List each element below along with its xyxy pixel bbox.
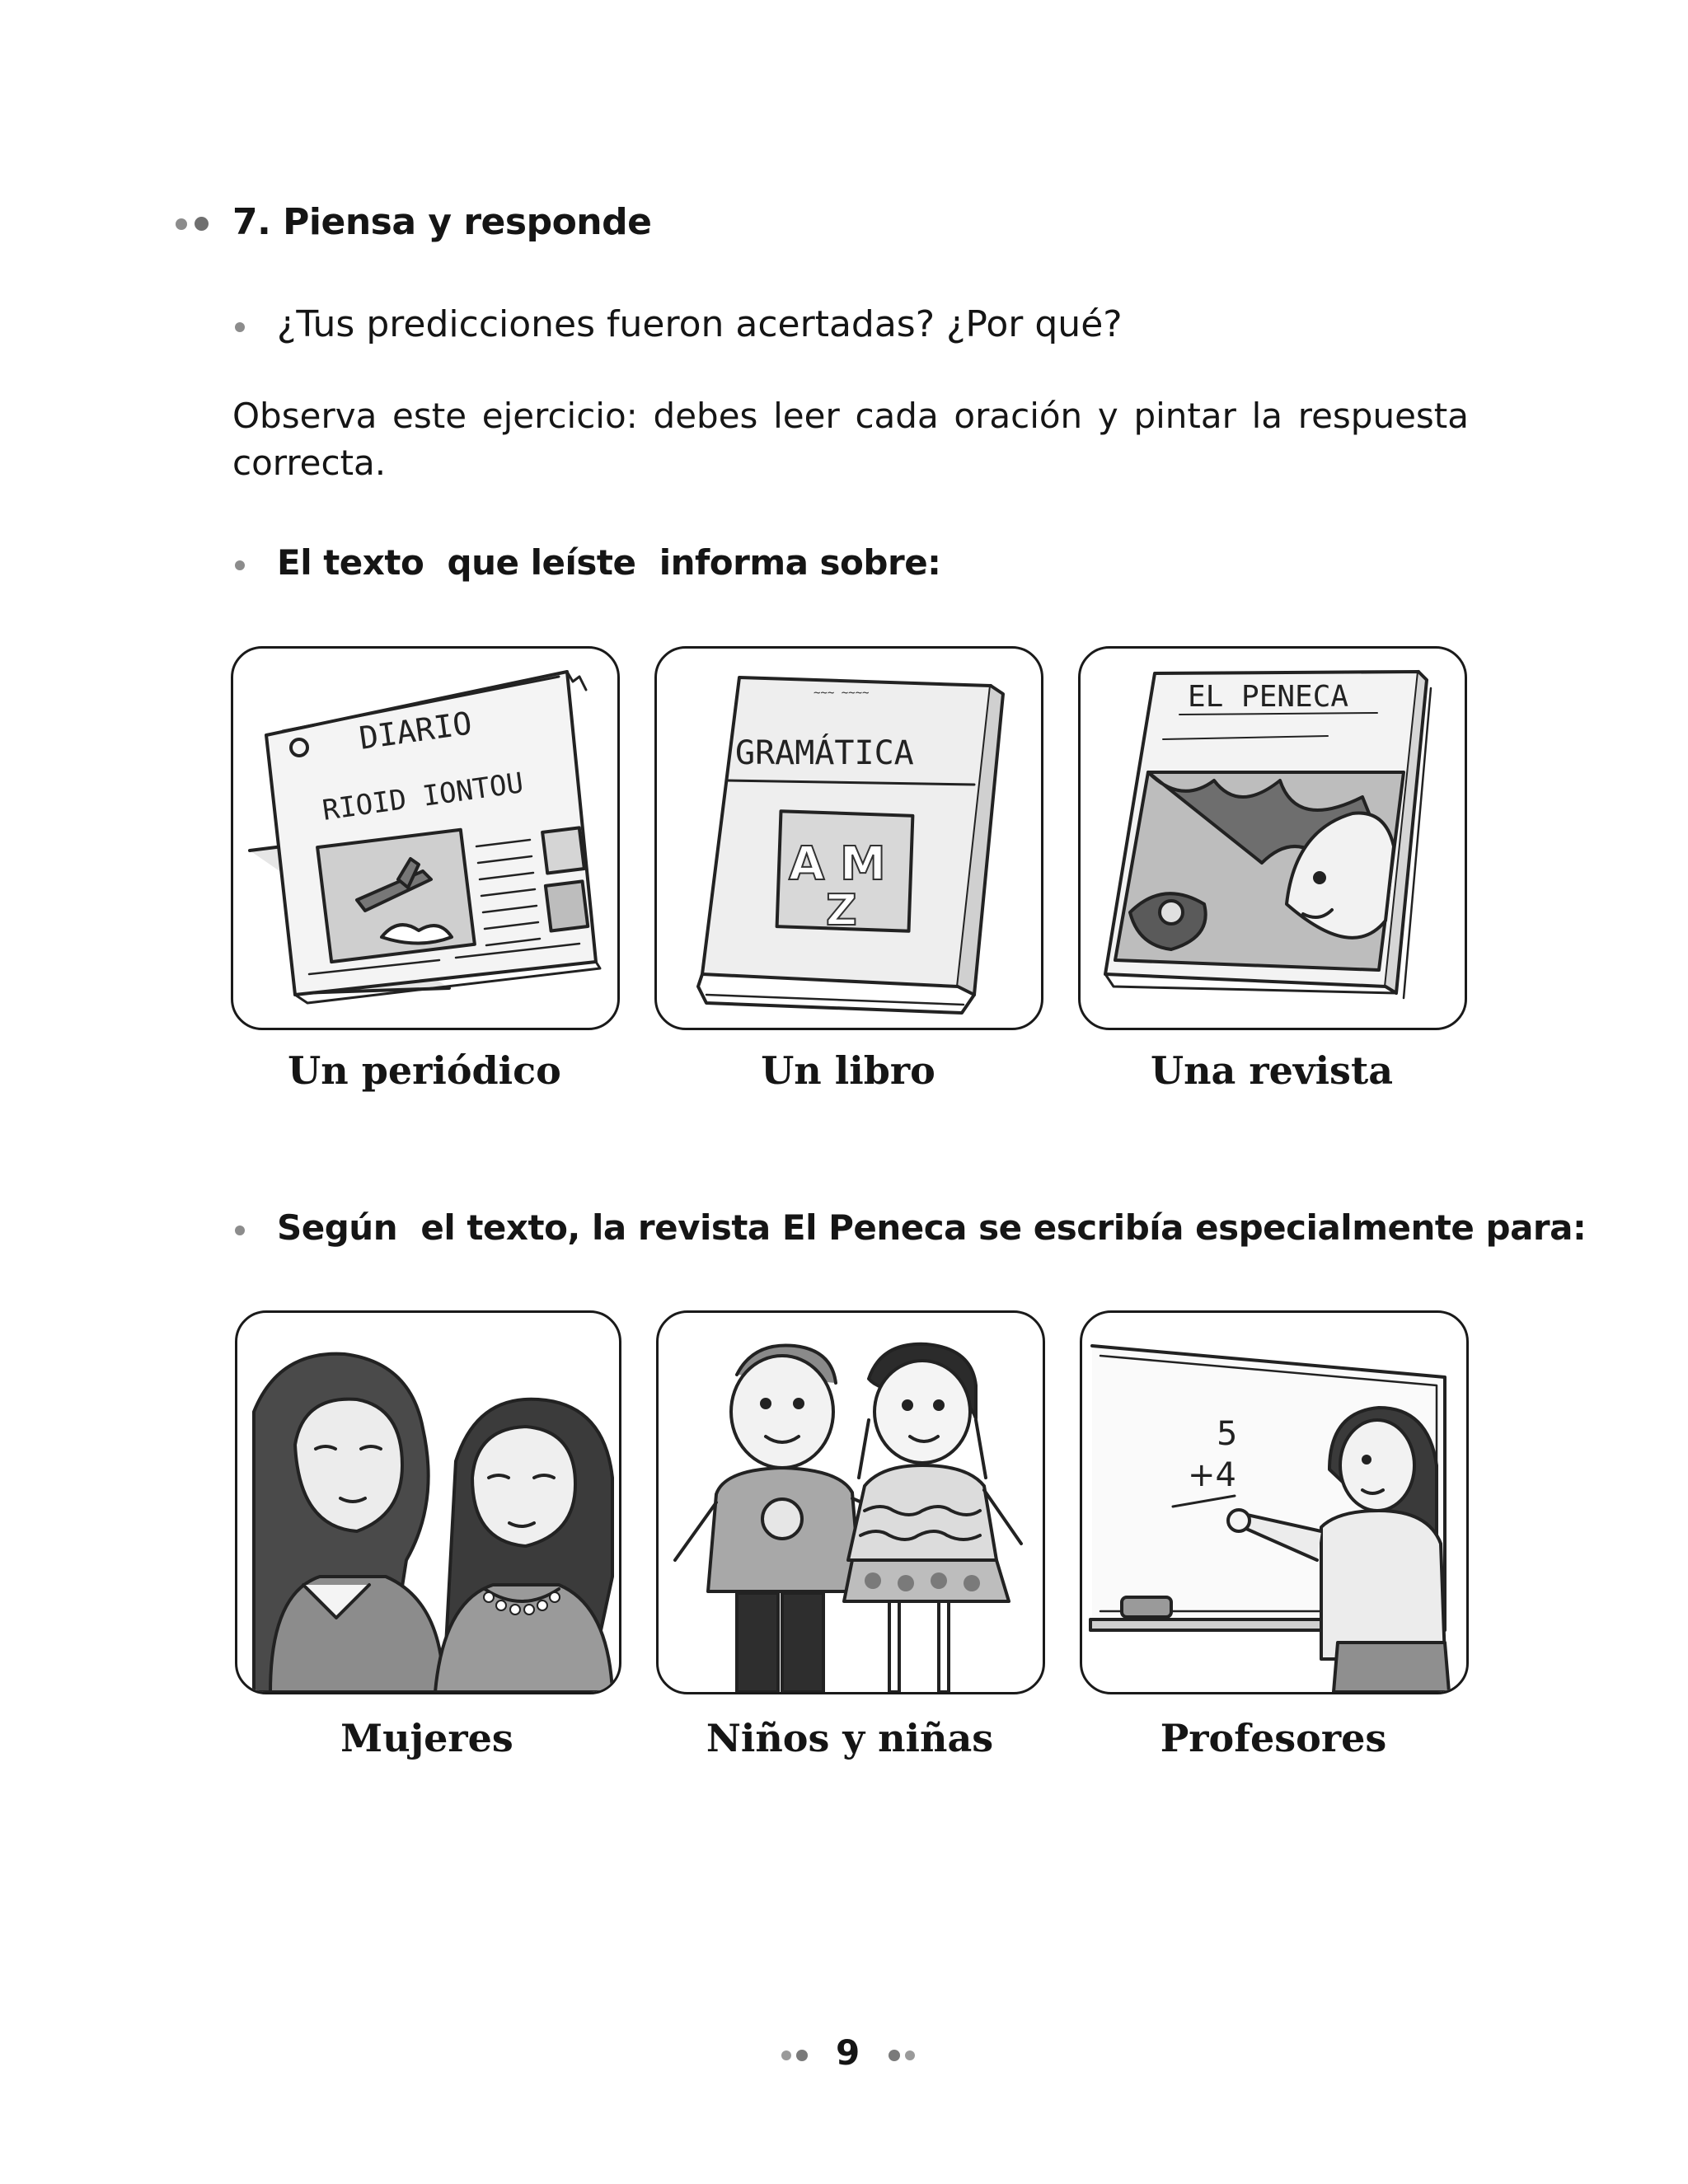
option-teachers-label: Profesores	[1160, 1716, 1387, 1760]
footer-dot-icon	[905, 2050, 915, 2060]
magazine-illustration	[1081, 649, 1465, 1028]
book-letter-a: A	[789, 837, 825, 891]
book-illustration	[657, 649, 1041, 1028]
question2-prompt: Según el texto, la revista El Peneca se escribía especialmente para:	[277, 1207, 1587, 1248]
option-magazine-label: Una revista	[1150, 1048, 1394, 1093]
book-letter-m: M	[840, 837, 886, 891]
instruction-line-1: Observa este ejercicio: debes leer cada oración y pintar la respuesta	[232, 396, 1469, 436]
women-illustration	[237, 1313, 619, 1692]
bullet-dot-icon	[235, 560, 245, 570]
section-title: 7. Piensa y responde	[232, 201, 652, 243]
bullet-dot-icon	[235, 1226, 245, 1235]
option-women-frame[interactable]	[235, 1310, 621, 1694]
option-teachers-frame[interactable]	[1080, 1310, 1469, 1694]
footer-dot-icon	[889, 2050, 900, 2061]
newspaper-illustration	[233, 649, 617, 1028]
math-number-top: 5	[1217, 1415, 1238, 1453]
page-number: 9	[836, 2032, 860, 2073]
option-book-frame[interactable]	[654, 646, 1043, 1030]
bullet-dot-icon	[235, 322, 245, 332]
question1-prompt: El texto que leíste informa sobre:	[277, 542, 941, 583]
footer-dot-icon	[796, 2050, 808, 2061]
bullet-dot-icon	[195, 217, 209, 231]
newspaper-headline: RIOID IONTOU	[320, 766, 526, 827]
option-book-label: Un libro	[761, 1048, 935, 1093]
math-number-bottom: +4	[1188, 1456, 1236, 1494]
option-newspaper-label: Un periódico	[288, 1048, 561, 1093]
newspaper-masthead: DIARIO	[357, 705, 475, 757]
option-children-label: Niños y niñas	[706, 1716, 994, 1760]
instruction-line-2: correcta.	[232, 443, 387, 483]
option-magazine-frame[interactable]	[1078, 646, 1467, 1030]
svg-text:~~~ ~~~~: ~~~ ~~~~	[814, 687, 870, 700]
book-title: GRAMÁTICA	[735, 734, 914, 772]
option-women-label: Mujeres	[340, 1716, 513, 1760]
option-children-frame[interactable]	[656, 1310, 1045, 1694]
children-illustration	[659, 1313, 1043, 1692]
book-letter-z: Z	[826, 886, 857, 935]
option-newspaper-frame[interactable]	[231, 646, 620, 1030]
bullet-dot-icon	[176, 218, 187, 230]
footer-dot-icon	[781, 2050, 791, 2060]
teacher-illustration	[1082, 1313, 1466, 1692]
question-text: ¿Tus predicciones fueron acertadas? ¿Por qué?	[277, 303, 1123, 345]
magazine-title: EL PENECA	[1188, 680, 1349, 714]
